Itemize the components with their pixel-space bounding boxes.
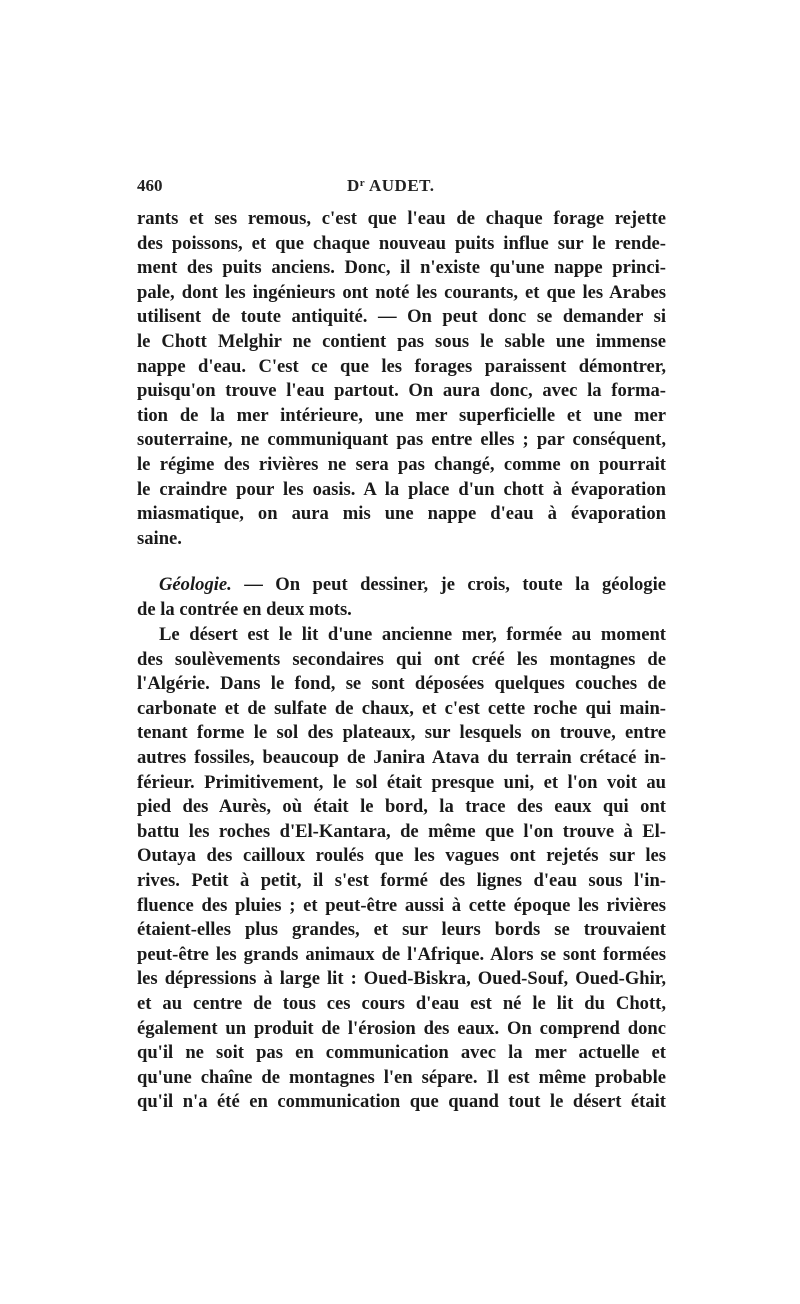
text-line: autres fossiles, beaucoup de Janira Atava du terrain crétacé in- (137, 746, 666, 768)
heading-line-rest: — On peut dessiner, je crois, toute la géologie (231, 574, 666, 595)
text-line: étaient-elles plus grandes, et sur leurs bords se trouvaient (137, 919, 666, 941)
text-line: le Chott Melghir ne contient pas sous le sable une immense (137, 330, 666, 352)
text-line: souterraine, ne communiquant pas entre elles ; par conséquent, (137, 429, 666, 451)
page-number: 460 (137, 176, 163, 195)
text-line: miasmatique, on aura mis une nappe d'eau à évaporation (137, 503, 666, 525)
text-line: fluence des pluies ; et peut-être aussi à cette époque les rivières (137, 894, 666, 916)
text-line: ment des puits anciens. Donc, il n'existe qu'une nappe princi- (137, 257, 666, 279)
text-line: de la contrée en deux mots. (137, 598, 352, 620)
page-header (137, 176, 666, 200)
text-line: l'Algérie. Dans le fond, se sont déposées quelques couches de (137, 673, 666, 695)
text-line: battu les roches d'El-Kantara, de même que l'on trouve à El- (137, 820, 666, 842)
text-line: férieur. Primitivement, le sol était presque uni, et l'on voit au (137, 771, 666, 793)
text-line: également un produit de l'érosion des eaux. On comprend donc (137, 1017, 666, 1039)
text-line: Le désert est le lit d'une ancienne mer, formée au moment (159, 624, 666, 645)
section-heading-geologie: Géologie. (159, 574, 232, 595)
author-name: AUDET. (365, 176, 435, 195)
text-line: carbonate et de sulfate de chaux, et c'est cette roche qui main- (137, 697, 666, 719)
text-line: saine. (137, 527, 182, 549)
text-line: le régime des rivières ne sera pas changé, comme on pourrait (137, 453, 666, 475)
text-line: le craindre pour les oasis. A la place d'un chott à évaporation (137, 478, 666, 500)
text-line: qu'il ne soit pas en communication avec la mer actuelle et (137, 1042, 666, 1064)
text-line: les dépressions à large lit : Oued-Biskra, Oued-Souf, Oued-Ghir, (137, 968, 666, 990)
text-line: qu'une chaîne de montagnes l'en sépare. Il est même probable (137, 1066, 666, 1088)
text-line: nappe d'eau. C'est ce que les forages paraissent démontrer, (137, 355, 666, 377)
text-line: tion de la mer intérieure, une mer superficielle et une mer (137, 404, 666, 426)
text-line: tenant forme le sol des plateaux, sur lesquels on trouve, entre (137, 722, 666, 744)
text-line: et au centre de tous ces cours d'eau est né le lit du Chott, (137, 992, 666, 1014)
text-line: utilisent de toute antiquité. — On peut donc se demander si (137, 306, 666, 328)
paragraph-mer-interieure (137, 207, 666, 551)
text-line: Outaya des cailloux roulés que les vagues ont rejetés sur les (137, 845, 666, 867)
author-prefix: D (347, 176, 360, 195)
text-line: rives. Petit à petit, il s'est formé des lignes d'eau sous l'in- (137, 869, 666, 891)
paragraph-desert (137, 623, 666, 1115)
text-line: puisqu'on trouve l'eau partout. On aura donc, avec la forma- (137, 380, 666, 402)
text-line: qu'il n'a été en communication que quand tout le désert était (137, 1091, 666, 1113)
author-superscript: r (359, 177, 366, 189)
paragraph-geologie (137, 573, 666, 622)
text-line: des soulèvements secondaires qui ont créé les montagnes de (137, 648, 666, 670)
text-line: pale, dont les ingénieurs ont noté les courants, et que les Arabes (137, 281, 666, 303)
running-head-author (347, 176, 434, 196)
text-line: pied des Aurès, où était le bord, la trace des eaux qui ont (137, 796, 666, 818)
text-line: rants et ses remous, c'est que l'eau de chaque forage rejette (137, 208, 666, 229)
text-line: peut-être les grands animaux de l'Afrique. Alors se sont formées (137, 943, 666, 965)
text-line (137, 573, 666, 598)
text-line: des poissons, et que chaque nouveau puits influe sur le rende- (137, 232, 666, 254)
